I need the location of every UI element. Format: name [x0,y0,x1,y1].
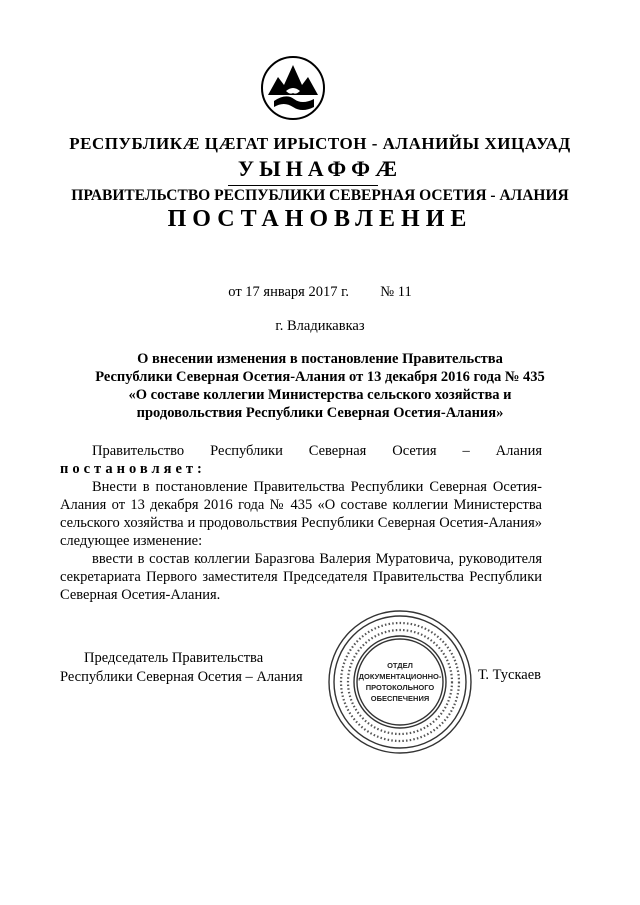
signatory-line: Республики Северная Осетия – Алания [60,669,303,685]
header-divider [228,185,378,186]
body-paragraph-preamble: Правительство Республики Северная Осетия – Алания [92,443,542,459]
decree-date: от 17 января 2017 г. [228,284,350,300]
coat-of-arms-emblem [260,55,326,121]
signatory-position [60,649,303,687]
body-resolves: постановляет: [60,461,206,477]
body-paragraph-change: Внести в постановление Правительства Республики Северная Осетия-Алания от 13 декабря 2016 года № 435 «О составе коллегии Министерства сельского хозяйства и продовольствия Республики Северная Осетия-Алания» следующее изменение: [60,479,542,549]
body-paragraph-amendment: ввести в состав коллегии Баразгова Валерия Муратовича, руководителя секретариата Первого заместителя Председателя Правительства Республики Северная Осетия-Алания. [60,551,542,603]
city: г. Владикавказ [275,318,365,334]
decree-body [60,442,542,604]
stamp-text: ОБЕСПЕЧЕНИЯ [370,694,430,703]
title-line: Республики Северная Осетия-Алания от 13 декабря 2016 года № 435 [95,369,545,385]
document-type-title: ПОСТАНОВЛЕНИЕ [167,206,473,232]
decree-title [60,350,580,422]
header-republic-ossetian: РЕСПУБЛИКӔ ЦӔГАТ ИРЫСТОН - АЛАНИЙЫ ХИЦАУАД [69,134,571,153]
title-line: О внесении изменения в постановление Правительства [137,351,503,367]
official-stamp [326,608,474,756]
stamp-text: ДОКУМЕНТАЦИОННО- [358,672,442,681]
stamp-text: ПРОТОКОЛЬНОГО [365,683,435,692]
title-line: «О составе коллегии Министерства сельского хозяйства и [128,387,512,403]
header-government: ПРАВИТЕЛЬСТВО РЕСПУБЛИКИ СЕВЕРНАЯ ОСЕТИЯ - АЛАНИЯ [71,187,569,204]
header-decree-ossetian: УЫНАФФӔ [237,156,403,181]
stamp-text: ОТДЕЛ [387,661,413,670]
decree-number: № 11 [380,284,412,300]
signatory-line: Председатель Правительства [84,650,264,666]
signatory-name: Т. Тускаев [478,667,542,683]
date-number-line [0,284,640,301]
title-line: продовольствия Республики Северная Осетия-Алания» [136,405,504,421]
